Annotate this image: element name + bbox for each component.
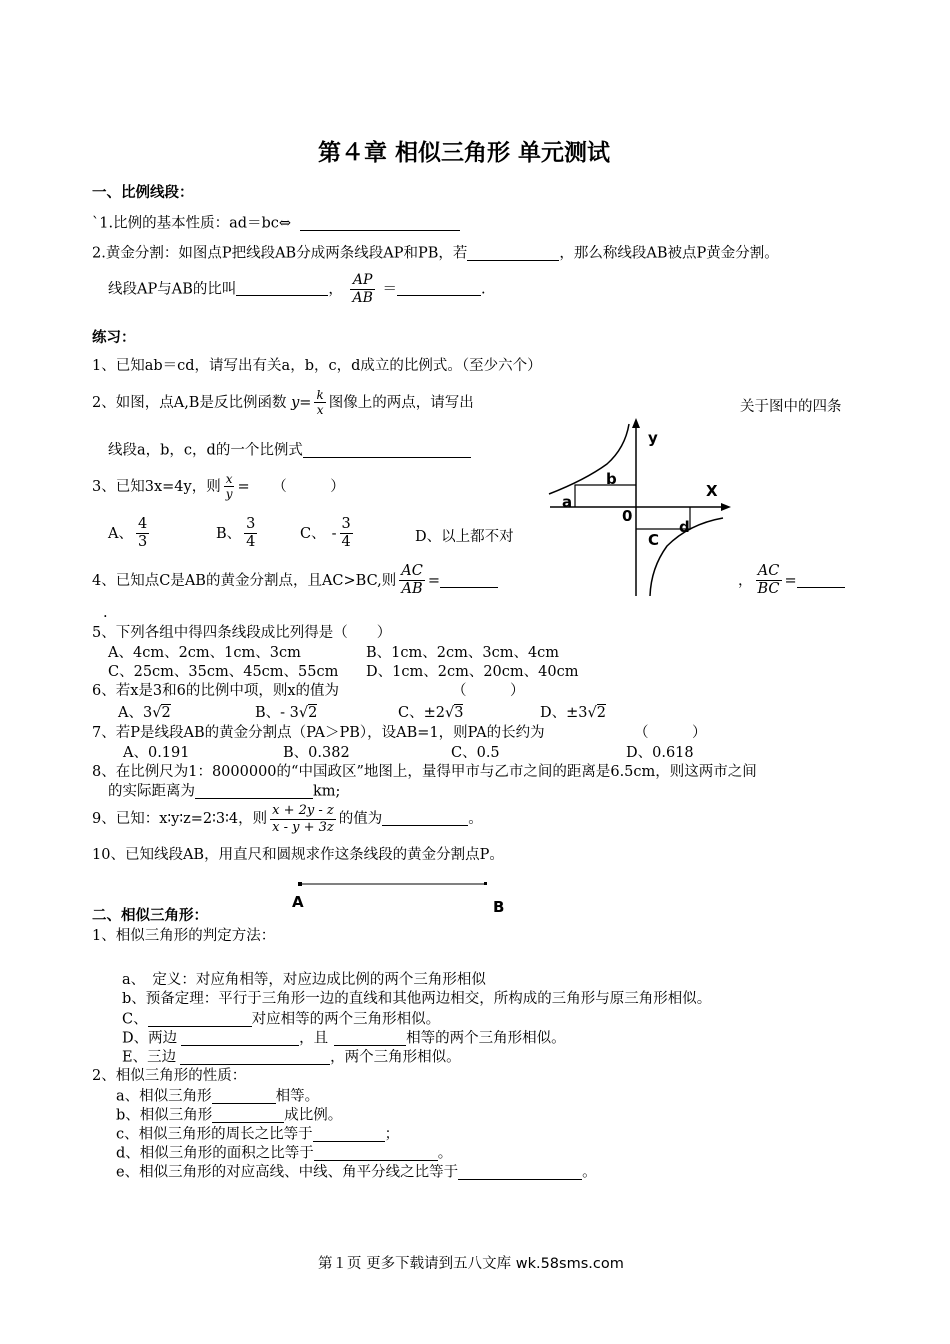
criterion-text-2: 相等的两个三角形相似。	[406, 1030, 566, 1047]
question-3-option-a	[108, 516, 152, 552]
radicand: 2	[161, 705, 171, 721]
question-10: 10、已知线段AB，用直尺和圆规求作这条线段的黄金分割点P。	[92, 847, 504, 863]
question-6-option-b: B、- 3√2	[255, 705, 318, 721]
graph-label-c: C	[648, 531, 660, 549]
fraction-denominator: y	[225, 487, 233, 502]
question-7-paren: （ ）	[634, 725, 707, 741]
question-2-text-2: 图像上的两点，请写出	[328, 394, 474, 411]
answer-blank[interactable]	[148, 1011, 252, 1027]
segment-ab-figure	[290, 876, 500, 892]
answer-blank[interactable]	[212, 1107, 284, 1123]
equals-sign: =	[299, 394, 312, 411]
endpoint-a-mark	[298, 882, 302, 886]
var-y: y	[291, 394, 300, 411]
property-b	[116, 1107, 342, 1125]
criterion-text: ，且	[299, 1030, 329, 1047]
question-5-option-a: A、4cm、2cm、1cm、3cm	[108, 645, 301, 661]
question-7-option-c: C、0.5	[451, 745, 500, 761]
answer-blank[interactable]	[334, 1030, 406, 1046]
fraction-denominator: 3	[137, 534, 148, 551]
item-2	[92, 245, 779, 263]
option-value: ±2	[423, 705, 445, 721]
question-4	[92, 563, 498, 599]
property-text: b、相似三角形	[116, 1107, 213, 1124]
fraction-numerator: AP	[350, 272, 374, 290]
fraction-numerator: k	[316, 388, 324, 402]
question-6: 6、若x是3和6的比例中项，则x的值为	[92, 683, 340, 699]
question-5-option-b: B、1cm、2cm、3cm、4cm	[366, 645, 560, 661]
criterion-b: b、预备定理：平行于三角形一边的直线和其他两边相交，所构成的三角形与原三角形相似。	[122, 991, 712, 1007]
radicand: 2	[596, 705, 606, 721]
option-label: B、	[255, 705, 281, 721]
answer-blank[interactable]	[440, 572, 498, 588]
section-heading-practice: 练习：	[92, 330, 136, 346]
fraction-ap-ab	[350, 272, 374, 307]
option-label: C、	[300, 525, 326, 542]
radicand: 3	[454, 705, 464, 721]
fraction-denominator: x - y + 3z	[272, 819, 334, 835]
inverse-function-graph	[545, 418, 735, 600]
property-text: e、相似三角形的对应高线、中线、角平分线之比等于	[116, 1164, 459, 1181]
question-2-line-2	[108, 442, 471, 460]
criterion-d	[122, 1030, 566, 1048]
criterion-label: C、	[122, 1011, 148, 1028]
answer-blank[interactable]	[397, 281, 481, 297]
fraction-numerator: x + 2y - z	[272, 803, 334, 818]
criterion-label: E、三边	[122, 1049, 177, 1066]
question-9-text: 9、已知：x∶y∶z=2∶3∶4，则	[92, 811, 268, 828]
question-6-option-d: D、±3√2	[540, 705, 606, 721]
fraction-numerator: AC	[399, 563, 425, 581]
option-fraction	[340, 516, 353, 552]
property-text-end: 。	[582, 1164, 597, 1181]
fraction-numerator: 3	[244, 516, 257, 534]
item-2-ratio-line	[108, 272, 486, 307]
question-4-part-2	[738, 563, 845, 599]
fraction-numerator: x	[225, 472, 233, 486]
answer-blank[interactable]	[797, 572, 845, 588]
fraction-numerator: AC	[756, 563, 782, 581]
section-heading-similar-triangles: 二、相似三角形：	[92, 908, 208, 924]
endpoint-b-mark	[484, 882, 487, 885]
property-text: c、相似三角形的周长之比等于	[116, 1126, 313, 1143]
fraction-denominator: AB	[401, 581, 423, 598]
option-label: A、	[118, 705, 143, 721]
question-7-option-d: D、0.618	[626, 745, 694, 761]
fraction-k-over-x	[314, 388, 325, 418]
answer-blank[interactable]	[236, 281, 328, 297]
x-axis-arrow	[721, 503, 731, 511]
property-text-end: 。	[437, 1145, 453, 1162]
question-5: 5、下列各组中得四条线段成比列得是（ ）	[92, 625, 392, 641]
radicand: 2	[308, 705, 318, 721]
question-5-option-d: D、1cm、2cm、20cm、40cm	[366, 664, 579, 680]
criterion-e	[122, 1049, 461, 1067]
fraction-numerator: 3	[340, 516, 353, 534]
fraction-denominator: 4	[246, 534, 256, 551]
question-7: 7、若P是线段AB的黄金分割点（PA＞PB），设AB=1，则PA的长约为	[92, 725, 545, 741]
property-text-end: 相等。	[275, 1088, 320, 1105]
page-footer: 第１页 更多下载请到五八文库 wk.58sms.com	[318, 1256, 624, 1272]
question-3-option-d: D、以上都不对	[415, 529, 514, 545]
graph-label-d: d	[679, 518, 690, 536]
question-8: 8、在比例尺为1：8000000的“中国政区”地图上，量得甲市与乙市之间的距离是6.5cm，则这两市之间	[92, 764, 757, 780]
question-4-text: 4、已知点C是AB的黄金分割点，且AC>BC,则	[92, 572, 397, 589]
fraction-ac-bc	[756, 563, 782, 599]
question-2-text-4: 线段a，b，c，d的一个比例式	[108, 442, 303, 459]
separator: ，	[328, 281, 343, 298]
similarity-criteria-heading: 1、相似三角形的判定方法：	[92, 928, 276, 944]
fraction-ac-ab	[399, 563, 425, 599]
item-2-text-end: ，那么称线段AB被点P黄金分割。	[559, 245, 779, 262]
y-axis-arrow	[632, 418, 640, 428]
fraction-numerator: 4	[136, 516, 149, 534]
question-1: 1、已知ab＝cd，请写出有关a，b，c，d成立的比例式。（至少六个）	[92, 358, 542, 374]
criterion-label: D、两边	[122, 1030, 178, 1047]
option-label: B、	[216, 525, 242, 542]
option-label: D、	[540, 705, 567, 721]
answer-blank[interactable]	[181, 1030, 299, 1046]
graph-label-a: a	[562, 493, 573, 511]
property-a	[116, 1088, 319, 1106]
item-1	[92, 215, 460, 233]
option-value: 3	[142, 705, 153, 721]
answer-blank[interactable]	[195, 783, 313, 799]
question-6-option-a: A、3√2	[118, 705, 171, 721]
property-text-end: 成比例。	[284, 1107, 343, 1124]
answer-blank[interactable]	[382, 811, 468, 827]
question-8-line-2	[108, 783, 340, 801]
period: .	[480, 281, 486, 298]
criterion-text: 对应相等的两个三角形相似。	[251, 1011, 441, 1028]
criterion-c	[122, 1011, 440, 1029]
question-9	[92, 803, 483, 835]
option-fraction	[244, 516, 257, 552]
section-heading-proportional-segments: 一、比例线段：	[92, 185, 194, 201]
criterion-text: ，两个三角形相似。	[330, 1049, 461, 1066]
question-2-text-3: 关于图中的四条	[740, 399, 842, 415]
fraction-denominator: AB	[352, 289, 373, 306]
answer-blank[interactable]	[314, 1145, 438, 1161]
question-6-option-c: C、±2√3	[398, 705, 464, 721]
graph-label-origin: 0	[622, 507, 633, 525]
answer-parentheses: （ ）	[272, 478, 345, 495]
fraction-denominator: 4	[341, 534, 351, 551]
question-3-text: 3、已知3x=4y，则	[92, 478, 221, 495]
question-3	[92, 472, 345, 502]
question-6-paren: （ ）	[452, 683, 525, 699]
question-3-option-c	[300, 516, 356, 552]
answer-blank[interactable]	[300, 215, 460, 231]
equals-sign: =	[784, 572, 797, 589]
question-7-option-b: B、0.382	[283, 745, 350, 761]
question-3-option-b	[216, 516, 260, 552]
separator: ，	[738, 572, 753, 589]
fraction-denominator: BC	[757, 581, 780, 598]
unit-text: km;	[313, 783, 341, 800]
question-5-option-c: C、25cm、35cm、45cm、55cm	[108, 664, 339, 680]
ratio-name-text: 线段AP与AB的比叫	[108, 281, 237, 298]
fraction-denominator: x	[316, 403, 324, 418]
item-2-text: 2.黄金分割：如图点P把线段AB分成两条线段AP和PB，若	[92, 245, 468, 262]
question-7-option-a: A、0.191	[123, 745, 190, 761]
option-label: C、	[398, 705, 424, 721]
question-9-text-2: 的值为	[338, 811, 383, 828]
property-text: d、相似三角形的面积之比等于	[116, 1145, 314, 1162]
option-value: ±3	[566, 705, 588, 721]
segment-label-a: A	[292, 893, 304, 911]
graph-label-x: X	[706, 482, 718, 500]
option-label: A、	[108, 525, 133, 542]
equals-sign: =	[237, 478, 250, 495]
fraction-expression	[270, 803, 336, 835]
answer-blank[interactable]	[180, 1049, 330, 1065]
item-1-text: `1.比例的基本性质：ad＝bc⇔	[92, 215, 292, 232]
property-c	[116, 1126, 399, 1144]
period: 。	[468, 811, 483, 828]
similarity-properties-heading: 2、相似三角形的性质：	[92, 1068, 247, 1084]
criterion-a: a、 定义：对应角相等，对应边成比例的两个三角形相似	[122, 972, 486, 988]
answer-blank[interactable]	[303, 442, 471, 458]
equals-sign: =	[427, 572, 441, 589]
question-8-text: 的实际距离为	[108, 783, 195, 800]
property-e	[116, 1164, 597, 1182]
minus-sign: -	[331, 525, 337, 542]
answer-blank[interactable]	[467, 245, 559, 261]
answer-blank[interactable]	[313, 1126, 385, 1142]
question-4-dot: .	[103, 605, 108, 621]
property-text-end: ；	[384, 1126, 400, 1143]
fraction-x-over-y	[224, 472, 235, 502]
option-value: - 3	[280, 705, 299, 721]
option-fraction	[136, 516, 149, 552]
segment-label-b: B	[493, 898, 505, 916]
curve-branch-upper-left	[549, 424, 629, 494]
point-a-projection	[575, 485, 636, 507]
answer-blank[interactable]	[212, 1088, 276, 1104]
equals-sign: ＝	[382, 281, 397, 298]
question-2-text: 2、如图，点A,B是反比例函数	[92, 394, 287, 411]
graph-label-b: b	[606, 470, 617, 488]
property-text: a、相似三角形	[116, 1088, 212, 1105]
graph-label-y: y	[648, 429, 658, 447]
property-d	[116, 1145, 452, 1163]
question-2	[92, 388, 474, 418]
answer-blank[interactable]	[458, 1164, 582, 1180]
page-title: 第４章 相似三角形 单元测试	[318, 140, 611, 166]
